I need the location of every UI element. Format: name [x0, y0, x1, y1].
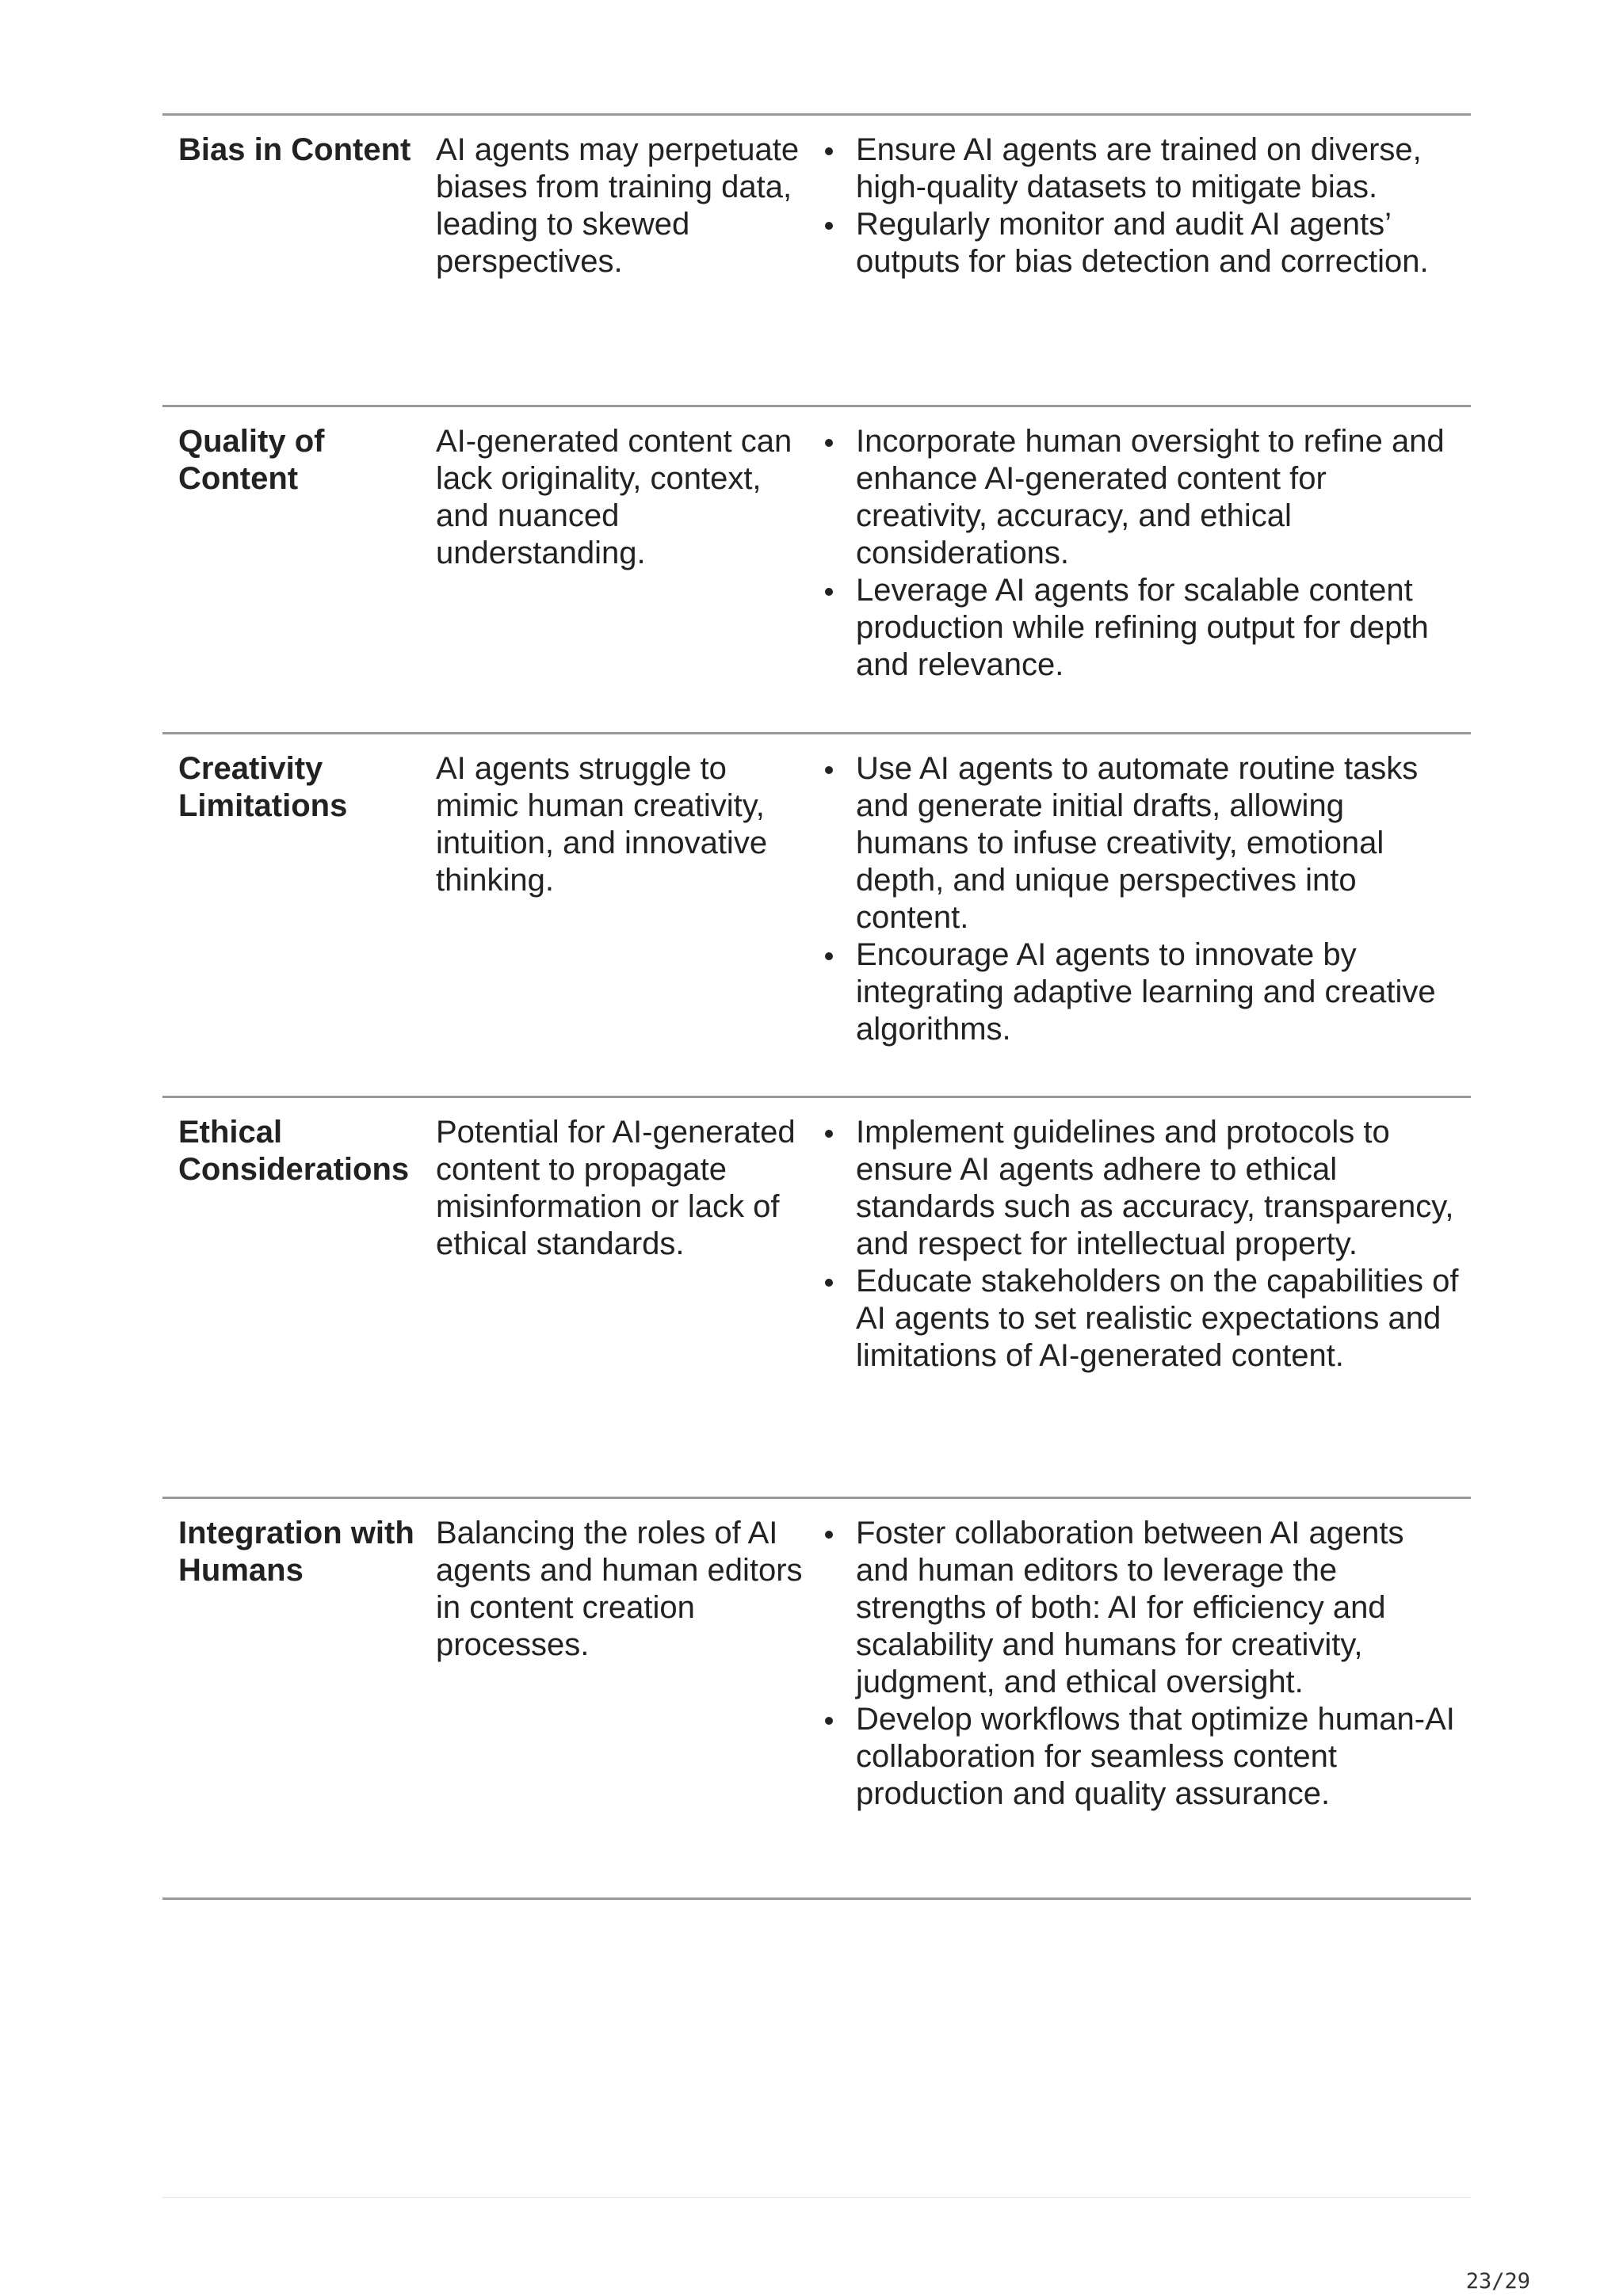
solutions-list — [815, 1114, 1463, 1375]
challenge-cell: Integration with Humans — [178, 1516, 414, 1588]
solutions-list — [815, 750, 1463, 1048]
description-cell: AI-generated content can lack originality, context, and nuanced understanding. — [436, 424, 792, 570]
description-cell: Balancing the roles of AI agents and human editors in content creation processes. — [436, 1516, 803, 1662]
solution-item: Incorporate human oversight to refine and enhance AI-generated content for creativity, accuracy, and ethical considerations. — [815, 423, 1463, 572]
solutions-cell — [815, 116, 1471, 405]
table-row — [162, 1098, 1471, 1499]
challenges-table — [162, 113, 1471, 1900]
solution-item: Regularly monitor and audit AI agents’ outputs for bias detection and correction. — [815, 206, 1463, 280]
challenge-cell: Quality of Content — [178, 424, 325, 496]
solutions-list — [815, 132, 1463, 280]
solutions-list — [815, 423, 1463, 684]
solution-item: Encourage AI agents to innovate by integrating adaptive learning and creative algorithms. — [815, 936, 1463, 1048]
table-row — [162, 407, 1471, 734]
solution-item: Foster collaboration between AI agents and human editors to leverage the strengths of both: AI for efficiency and scalability and humans for creativity, judgment, and ethical oversight. — [815, 1515, 1463, 1701]
challenge-cell: Creativity Limitations — [178, 751, 348, 823]
table-row — [162, 734, 1471, 1098]
table-row — [162, 1499, 1471, 1900]
solution-item: Implement guidelines and protocols to ensure AI agents adhere to ethical standards such as accuracy, transparency, and respect for intellectual property. — [815, 1114, 1463, 1263]
solutions-list — [815, 1515, 1463, 1813]
description-cell: AI agents struggle to mimic human creativity, intuition, and innovative thinking. — [436, 751, 768, 898]
solution-item: Ensure AI agents are trained on diverse, high-quality datasets to mitigate bias. — [815, 132, 1463, 206]
challenge-cell: Ethical Considerations — [178, 1115, 410, 1187]
solutions-cell — [815, 1499, 1471, 1897]
footer-divider — [162, 2197, 1471, 2198]
page-number: 23/29 — [1465, 2269, 1530, 2294]
solution-item: Educate stakeholders on the capabilities of AI agents to set realistic expectations and limitations of AI-generated content. — [815, 1263, 1463, 1375]
solution-item: Leverage AI agents for scalable content production while refining output for depth and relevance. — [815, 572, 1463, 684]
description-cell: Potential for AI-generated content to propagate misinformation or lack of ethical standards. — [436, 1115, 796, 1261]
challenge-cell: Bias in Content — [178, 132, 411, 167]
description-cell: AI agents may perpetuate biases from training data, leading to skewed perspectives. — [436, 132, 800, 279]
solution-item: Develop workflows that optimize human-AI collaboration for seamless content production and quality assurance. — [815, 1701, 1463, 1813]
solutions-cell — [815, 407, 1471, 732]
solutions-cell — [815, 734, 1471, 1096]
solution-item: Use AI agents to automate routine tasks and generate initial drafts, allowing humans to infuse creativity, emotional depth, and unique perspectives into content. — [815, 750, 1463, 936]
table-row — [162, 116, 1471, 407]
solutions-cell — [815, 1098, 1471, 1497]
